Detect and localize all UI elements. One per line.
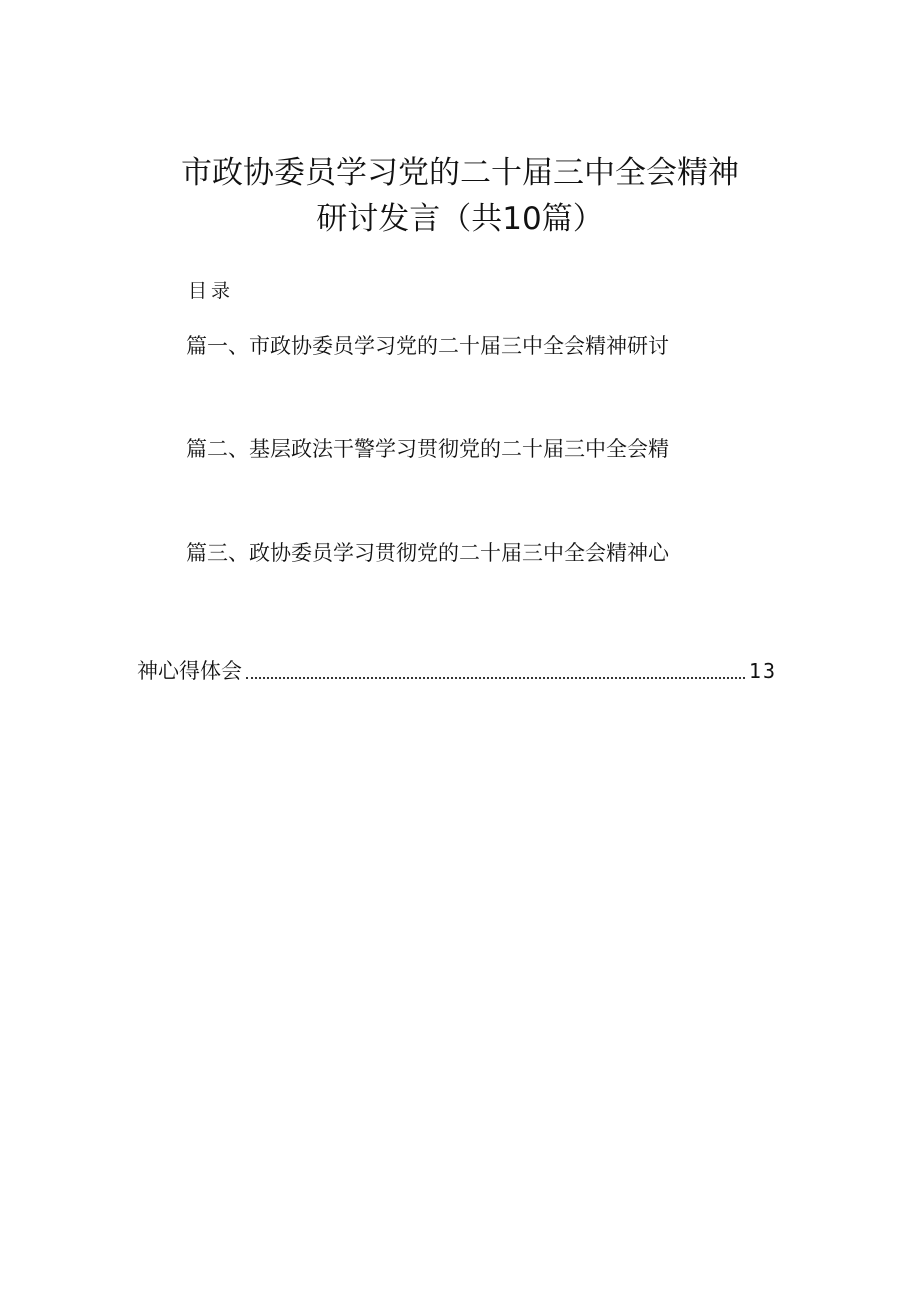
document-title-line-1: 市政协委员学习党的二十届三中全会精神 <box>181 155 739 191</box>
toc-continuation-text: 神心得体会 <box>137 659 242 683</box>
toc-page-number: 13 <box>748 659 777 683</box>
toc-item-1[interactable]: 篇一、市政协委员学习党的二十届三中全会精神研讨 <box>186 334 669 358</box>
toc-heading: 目录 <box>188 280 235 302</box>
toc-item-3[interactable]: 篇三、政协委员学习贯彻党的二十届三中全会精神心 <box>186 541 669 565</box>
toc-item-3-continuation[interactable] <box>137 654 777 686</box>
toc-dot-leader <box>246 677 745 679</box>
document-title-line-2: 研讨发言（共10篇） <box>316 201 604 237</box>
toc-item-2[interactable]: 篇二、基层政法干警学习贯彻党的二十届三中全会精 <box>186 437 669 461</box>
